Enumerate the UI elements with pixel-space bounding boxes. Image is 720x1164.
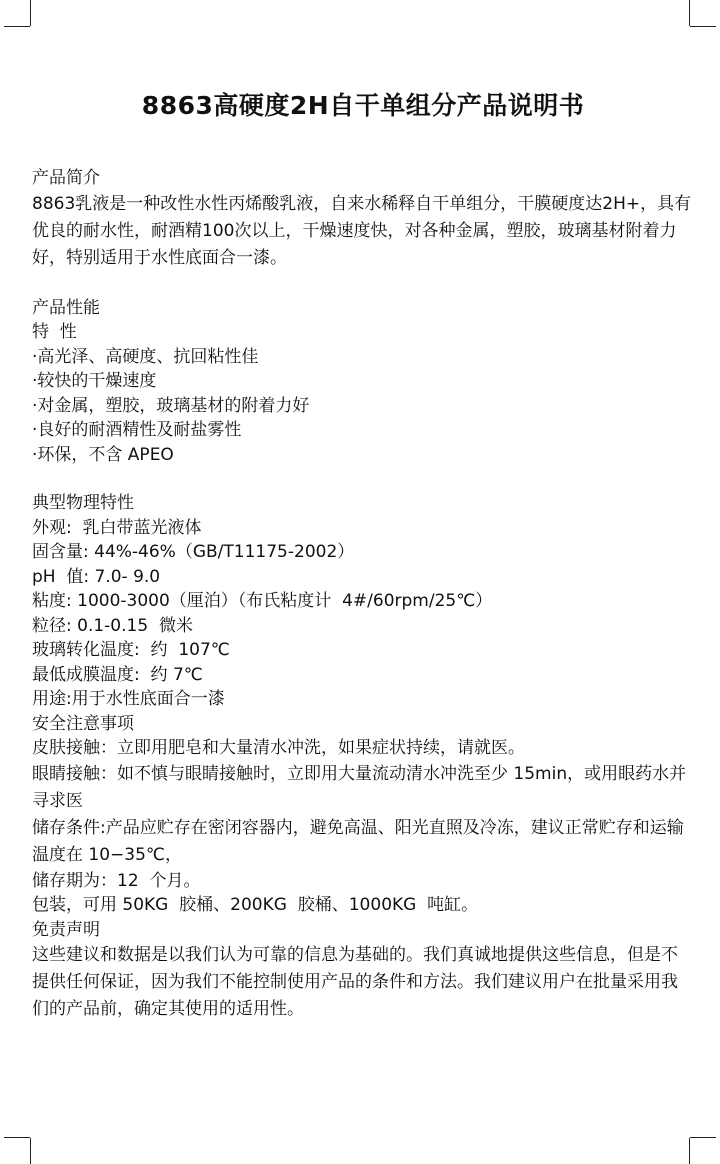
property-item: 粘度: 1000-3000（厘泊）（布氏粘度计 4#/60rpm/25℃） — [32, 591, 493, 611]
packaging: 包装，可用 50KG 胶桶、200KG 胶桶、1000KG 吨缸。 — [32, 895, 479, 915]
property-item: 粒径: 0.1-0.15 微米 — [32, 615, 193, 636]
document-title: 8863高硬度2H自干单组分产品说明书 — [141, 91, 585, 120]
property-item: pH 值: 7.0- 9.0 — [32, 566, 161, 587]
feature-item: ·良好的耐酒精性及耐盐雾性 — [32, 420, 242, 440]
performance-heading: 产品性能 — [32, 297, 100, 318]
safety-heading: 安全注意事项 — [32, 713, 134, 734]
skin-contact: 皮肤接触：立即用肥皂和大量清水冲洗，如果症状持续，请就医。 — [32, 738, 525, 758]
performance-sub-heading: 特 性 — [32, 322, 77, 342]
feature-item: ·对金属，塑胶，玻璃基材的附着力好 — [32, 395, 310, 416]
eye-contact: 眼睛接触：如不慎与眼睛接触时，立即用大量流动清水冲洗至少 15min，或用眼药水并寻求医 — [32, 763, 687, 811]
storage-conditions: 储存条件:产品应贮存在密闭容器内，避免高温、阳光直照及冷冻，建议正常贮存和运输温度在 10−35℃， — [32, 817, 684, 865]
property-item: 玻璃转化温度: 约 107℃ — [32, 640, 230, 660]
property-item: 固含量: 44%-46%（GB/T11175-2002） — [32, 542, 355, 562]
disclaimer-heading: 免责声明 — [32, 919, 100, 940]
property-item: 最低成膜温度: 约 7℃ — [32, 664, 203, 685]
properties-heading: 典型物理特性 — [32, 493, 134, 513]
intro-text: 8863乳液是一种改性水性丙烯酸乳液，自来水稀释自干单组分，干膜硬度达2H+，具有优良的耐水性，耐酒精100次以上，干燥速度快，对各种金属，塑胶，玻璃基材附着力好，特别适用于水性底面合一漆。 — [32, 193, 692, 268]
feature-item: ·环保，不含 APEO — [32, 444, 174, 465]
document — [32, 86, 694, 1023]
feature-item: ·较快的干燥速度 — [32, 371, 157, 391]
disclaimer-text: 这些建议和数据是以我们认为可靠的信息为基础的。我们真诚地提供这些信息，但是不提供任何保证，因为我们不能控制使用产品的条件和方法。我们建议用户在批量采用我们的产品前，确定其使用的适用性。 — [32, 945, 678, 1019]
feature-item: ·高光泽、高硬度、抗回粘性佳 — [32, 346, 259, 367]
shelf-life: 储存期为：12 个月。 — [32, 870, 201, 891]
property-item: 外观: 乳白带蓝光液体 — [32, 517, 202, 538]
property-item: 用途:用于水性底面合一漆 — [32, 689, 225, 709]
intro-heading: 产品简介 — [32, 168, 100, 188]
